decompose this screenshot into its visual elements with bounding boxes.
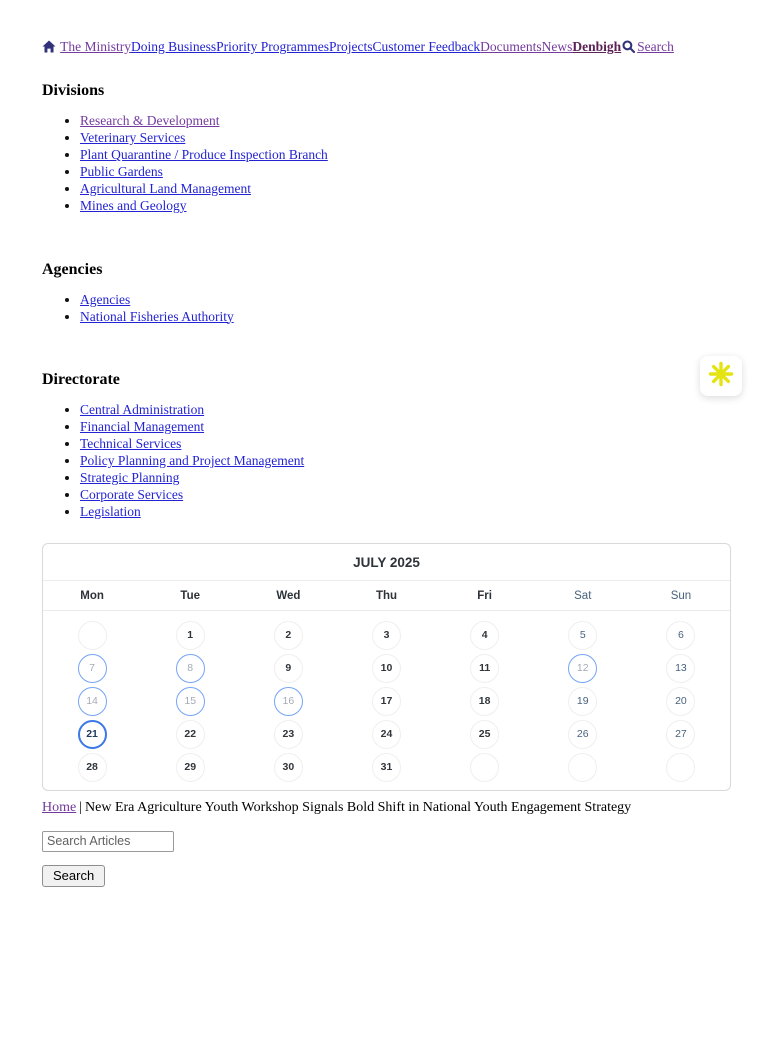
nav-link-projects[interactable]: Projects <box>329 39 373 54</box>
calendar-day-9: 9 <box>274 654 303 683</box>
link-corporate-services[interactable]: Corporate Services <box>80 487 184 502</box>
list-item <box>80 310 731 324</box>
calendar-day-21[interactable]: 21 <box>78 720 107 749</box>
home-icon[interactable] <box>42 40 56 57</box>
list-item <box>80 293 731 307</box>
weekday-label-wed: Wed <box>276 589 301 602</box>
calendar-cell <box>337 652 435 685</box>
events-calendar <box>42 543 731 791</box>
search-articles-button[interactable]: Search <box>42 865 105 887</box>
list-item <box>80 114 731 128</box>
calendar-cell <box>141 652 239 685</box>
calendar-cell <box>436 652 534 685</box>
section-list-divisions <box>42 114 731 213</box>
calendar-day-5: 5 <box>568 621 597 650</box>
breadcrumb-home-link[interactable]: Home <box>42 799 77 815</box>
calendar-weekday-header <box>43 581 730 611</box>
nav-link-the-ministry[interactable]: The Ministry <box>60 39 132 54</box>
calendar-cell <box>337 619 435 652</box>
link-national-fisheries-authority[interactable]: National Fisheries Authority <box>80 308 234 324</box>
calendar-day-30: 30 <box>274 753 303 782</box>
list-item <box>80 471 731 485</box>
calendar-day-20: 20 <box>666 687 695 716</box>
calendar-cell <box>632 685 730 718</box>
calendar-cell <box>141 619 239 652</box>
list-item <box>80 182 731 196</box>
calendar-day-16[interactable]: 16 <box>274 687 303 716</box>
calendar-day-12[interactable]: 12 <box>568 654 597 683</box>
link-plant-quarantine-produce-inspection-branch[interactable]: Plant Quarantine / Produce Inspection Branch <box>80 147 328 162</box>
nav-link-doing-business[interactable]: Doing Business <box>131 39 217 54</box>
page-content <box>0 38 773 887</box>
calendar-day-28: 28 <box>78 753 107 782</box>
calendar-cell <box>534 751 632 784</box>
calendar-day-11: 11 <box>470 654 499 683</box>
list-item <box>80 505 731 519</box>
calendar-day-7[interactable]: 7 <box>78 654 107 683</box>
calendar-cell <box>43 652 141 685</box>
calendar-cell <box>141 685 239 718</box>
calendar-day-27: 27 <box>666 720 695 749</box>
weekday-label-sat: Sat <box>574 589 592 602</box>
search-articles-input[interactable] <box>42 831 174 852</box>
calendar-day-29: 29 <box>176 753 205 782</box>
calendar-cell <box>337 718 435 751</box>
link-strategic-planning[interactable]: Strategic Planning <box>80 470 180 485</box>
section-heading-agencies: Agencies <box>42 260 103 278</box>
weekday-label-mon: Mon <box>80 589 104 602</box>
calendar-day-4: 4 <box>470 621 499 650</box>
calendar-cell <box>436 718 534 751</box>
calendar-cell <box>632 751 730 784</box>
calendar-cell <box>632 619 730 652</box>
weekday-label-tue: Tue <box>180 589 200 602</box>
calendar-cell <box>632 652 730 685</box>
calendar-day-23: 23 <box>274 720 303 749</box>
calendar-cell <box>239 718 337 751</box>
calendar-day-3: 3 <box>372 621 401 650</box>
list-item <box>80 165 731 179</box>
link-public-gardens[interactable]: Public Gardens <box>80 164 163 179</box>
calendar-cell <box>337 685 435 718</box>
nav-link-news[interactable]: News <box>541 39 573 54</box>
list-item <box>80 403 731 417</box>
calendar-day-10: 10 <box>372 654 401 683</box>
calendar-day-1: 1 <box>176 621 205 650</box>
calendar-cell <box>141 718 239 751</box>
search-icon[interactable] <box>622 40 635 57</box>
article-title: New Era Agriculture Youth Workshop Signals Bold Shift in National Youth Engagement Strategy <box>85 799 632 815</box>
weekday-label-fri: Fri <box>477 589 492 602</box>
section-heading-divisions: Divisions <box>42 82 105 99</box>
link-financial-management[interactable]: Financial Management <box>80 419 205 434</box>
link-sections <box>42 82 731 519</box>
calendar-cell <box>239 652 337 685</box>
link-agencies[interactable]: Agencies <box>80 291 131 307</box>
calendar-day-19: 19 <box>568 687 597 716</box>
calendar-day-empty <box>568 753 597 782</box>
link-central-administration[interactable]: Central Administration <box>80 402 205 417</box>
weekday-label-sun: Sun <box>670 589 692 602</box>
accessibility-widget-button[interactable] <box>700 356 742 396</box>
calendar-day-17: 17 <box>372 687 401 716</box>
calendar-day-31: 31 <box>372 753 401 782</box>
nav-link-priority-programmes[interactable]: Priority Programmes <box>216 39 330 54</box>
calendar-grid <box>43 611 730 790</box>
calendar-cell <box>239 685 337 718</box>
list-item <box>80 199 731 213</box>
calendar-cell <box>534 685 632 718</box>
link-policy-planning-and-project-management[interactable]: Policy Planning and Project Management <box>80 453 305 468</box>
calendar-day-24: 24 <box>372 720 401 749</box>
nav-link-denbigh[interactable]: Denbigh <box>572 39 622 54</box>
calendar-day-15[interactable]: 15 <box>176 687 205 716</box>
nav-link-search[interactable]: Search <box>637 39 674 54</box>
calendar-cell <box>436 685 534 718</box>
list-item <box>80 488 731 502</box>
calendar-cell <box>43 718 141 751</box>
section-list-directorate <box>42 403 731 519</box>
calendar-day-13: 13 <box>666 654 695 683</box>
calendar-cell <box>534 718 632 751</box>
calendar-cell <box>632 718 730 751</box>
calendar-cell <box>239 751 337 784</box>
calendar-day-6: 6 <box>666 621 695 650</box>
calendar-cell <box>337 751 435 784</box>
asterisk-icon <box>708 361 734 392</box>
section-list-agencies <box>42 293 731 324</box>
calendar-month-title: JULY 2025 <box>43 544 730 581</box>
list-item <box>80 148 731 162</box>
nav-link-documents[interactable]: Documents <box>480 39 542 54</box>
calendar-cell <box>436 619 534 652</box>
list-item <box>80 131 731 145</box>
link-agricultural-land-management[interactable]: Agricultural Land Management <box>80 181 251 196</box>
link-technical-services[interactable]: Technical Services <box>80 436 182 451</box>
link-mines-and-geology[interactable]: Mines and Geology <box>80 198 187 213</box>
list-item <box>80 437 731 451</box>
calendar-day-empty <box>78 621 107 650</box>
link-research-development[interactable]: Research & Development <box>80 113 220 128</box>
calendar-day-empty <box>666 753 695 782</box>
calendar-cell <box>436 751 534 784</box>
calendar-day-18: 18 <box>470 687 499 716</box>
calendar-cell <box>534 619 632 652</box>
weekday-label-thu: Thu <box>375 589 398 602</box>
breadcrumb <box>42 800 731 816</box>
nav-link-customer-feedback[interactable]: Customer Feedback <box>372 39 481 54</box>
calendar-day-8[interactable]: 8 <box>176 654 205 683</box>
calendar-cell <box>43 751 141 784</box>
list-item <box>80 420 731 434</box>
calendar-day-2: 2 <box>274 621 303 650</box>
breadcrumb-separator: | <box>79 799 83 815</box>
calendar-day-26: 26 <box>568 720 597 749</box>
calendar-cell <box>43 619 141 652</box>
calendar-cell <box>239 619 337 652</box>
calendar-cell <box>141 751 239 784</box>
top-nav <box>42 38 731 57</box>
calendar-day-14[interactable]: 14 <box>78 687 107 716</box>
calendar-cell <box>534 652 632 685</box>
link-veterinary-services[interactable]: Veterinary Services <box>80 130 186 145</box>
section-heading-directorate: Directorate <box>42 371 120 388</box>
calendar-cell <box>43 685 141 718</box>
link-legislation[interactable]: Legislation <box>80 504 141 519</box>
calendar-day-empty <box>470 753 499 782</box>
article-search-form <box>42 831 731 887</box>
list-item <box>80 454 731 468</box>
calendar-day-25: 25 <box>470 720 499 749</box>
calendar-day-22: 22 <box>176 720 205 749</box>
